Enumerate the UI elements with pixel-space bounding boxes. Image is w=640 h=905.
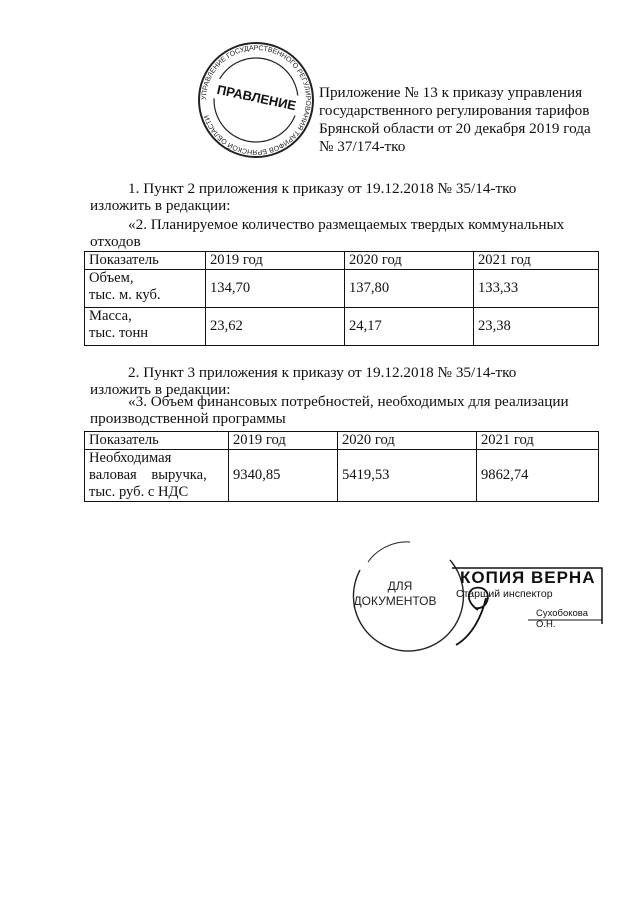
table-header-row — [85, 432, 599, 450]
table-cell: 133,33 — [474, 270, 599, 308]
label-line: Масса, — [89, 308, 132, 324]
table-header-row — [85, 252, 599, 270]
signature-icon — [448, 580, 508, 650]
section2-quote-line2: производственной программы — [90, 410, 286, 427]
table-cell: 23,38 — [474, 308, 599, 346]
section1-intro — [90, 180, 597, 214]
table-header-cell: 2019 год — [206, 252, 345, 270]
table-cell: 24,17 — [345, 308, 474, 346]
stamp-center-text: ПРАВЛЕНИЕ — [215, 81, 298, 114]
table-cell: 137,80 — [345, 270, 474, 308]
table-header-cell: 2021 год — [477, 432, 599, 450]
name-text: Сухобокова О.Н. — [536, 608, 589, 630]
table-cell-label — [85, 270, 206, 308]
label-line: Объем, — [89, 270, 134, 286]
table-row — [85, 270, 599, 308]
header-line: № 37/174-тко — [319, 138, 406, 155]
table-header-cell: Показатель — [85, 432, 229, 450]
header-line: Брянской области от 20 декабря 2019 года — [319, 120, 591, 137]
label-line: тыс. руб. с НДС — [89, 484, 189, 500]
section2-quote-line1: «3. Объем финансовых потребностей, необходимых для реализации — [128, 393, 569, 410]
label-line: Необходимая — [89, 450, 172, 466]
section2-table — [84, 431, 599, 502]
header-line: государственного регулирования тарифов — [319, 102, 590, 119]
table-row — [85, 308, 599, 346]
table-cell: 9862,74 — [477, 450, 599, 502]
section2-quote — [90, 393, 597, 427]
organization-stamp — [196, 40, 316, 160]
label-line: тыс. тонн — [89, 325, 149, 341]
table-cell: 9340,85 — [229, 450, 338, 502]
document-header — [319, 84, 619, 156]
table-header-cell: 2021 год — [474, 252, 599, 270]
stamp-ring-text: УПРАВЛЕНИЕ ГОСУДАРСТВЕННОГО РЕГУЛИРОВАНИЯ ТАРИФОВ БРЯНСКОЙ ОБЛАСТИ — [200, 44, 312, 156]
position-text: Старший инспектор — [456, 588, 553, 600]
table-header-cell: 2020 год — [338, 432, 477, 450]
table-row — [85, 450, 599, 502]
section1-quote — [90, 216, 597, 250]
section1-quote-line1: «2. Планируемое количество размещаемых твердых коммунальных — [128, 216, 565, 233]
table-cell-label — [85, 450, 229, 502]
table-cell: 23,62 — [206, 308, 345, 346]
table-header-cell: 2020 год — [345, 252, 474, 270]
section1-table — [84, 251, 599, 346]
table-cell: 5419,53 — [338, 450, 477, 502]
section1-quote-line2: отходов — [90, 233, 141, 250]
table-header-cell: Показатель — [85, 252, 206, 270]
label-line: тыс. м. куб. — [89, 287, 161, 303]
table-cell-label — [85, 308, 206, 346]
section2-intro-line2: изложить в редакции: — [90, 381, 231, 398]
section1-intro-line2: изложить в редакции: — [90, 197, 231, 214]
table-header-cell: 2019 год — [229, 432, 338, 450]
section1-intro-line1: 1. Пункт 2 приложения к приказу от 19.12.2018 № 35/14-тко — [128, 180, 517, 197]
label-line: валовая выручка, — [89, 467, 207, 483]
copy-certified-text: КОПИЯ ВЕРНА — [460, 568, 596, 587]
section2-intro-line1: 2. Пункт 3 приложения к приказу от 19.12.2018 № 35/14-тко — [128, 364, 517, 381]
documents-stamp-line2: ДОКУМЕНТОВ — [353, 594, 437, 608]
documents-stamp-line1: ДЛЯ — [387, 579, 413, 593]
header-line: Приложение № 13 к приказу управления — [319, 84, 583, 101]
table-cell: 134,70 — [206, 270, 345, 308]
